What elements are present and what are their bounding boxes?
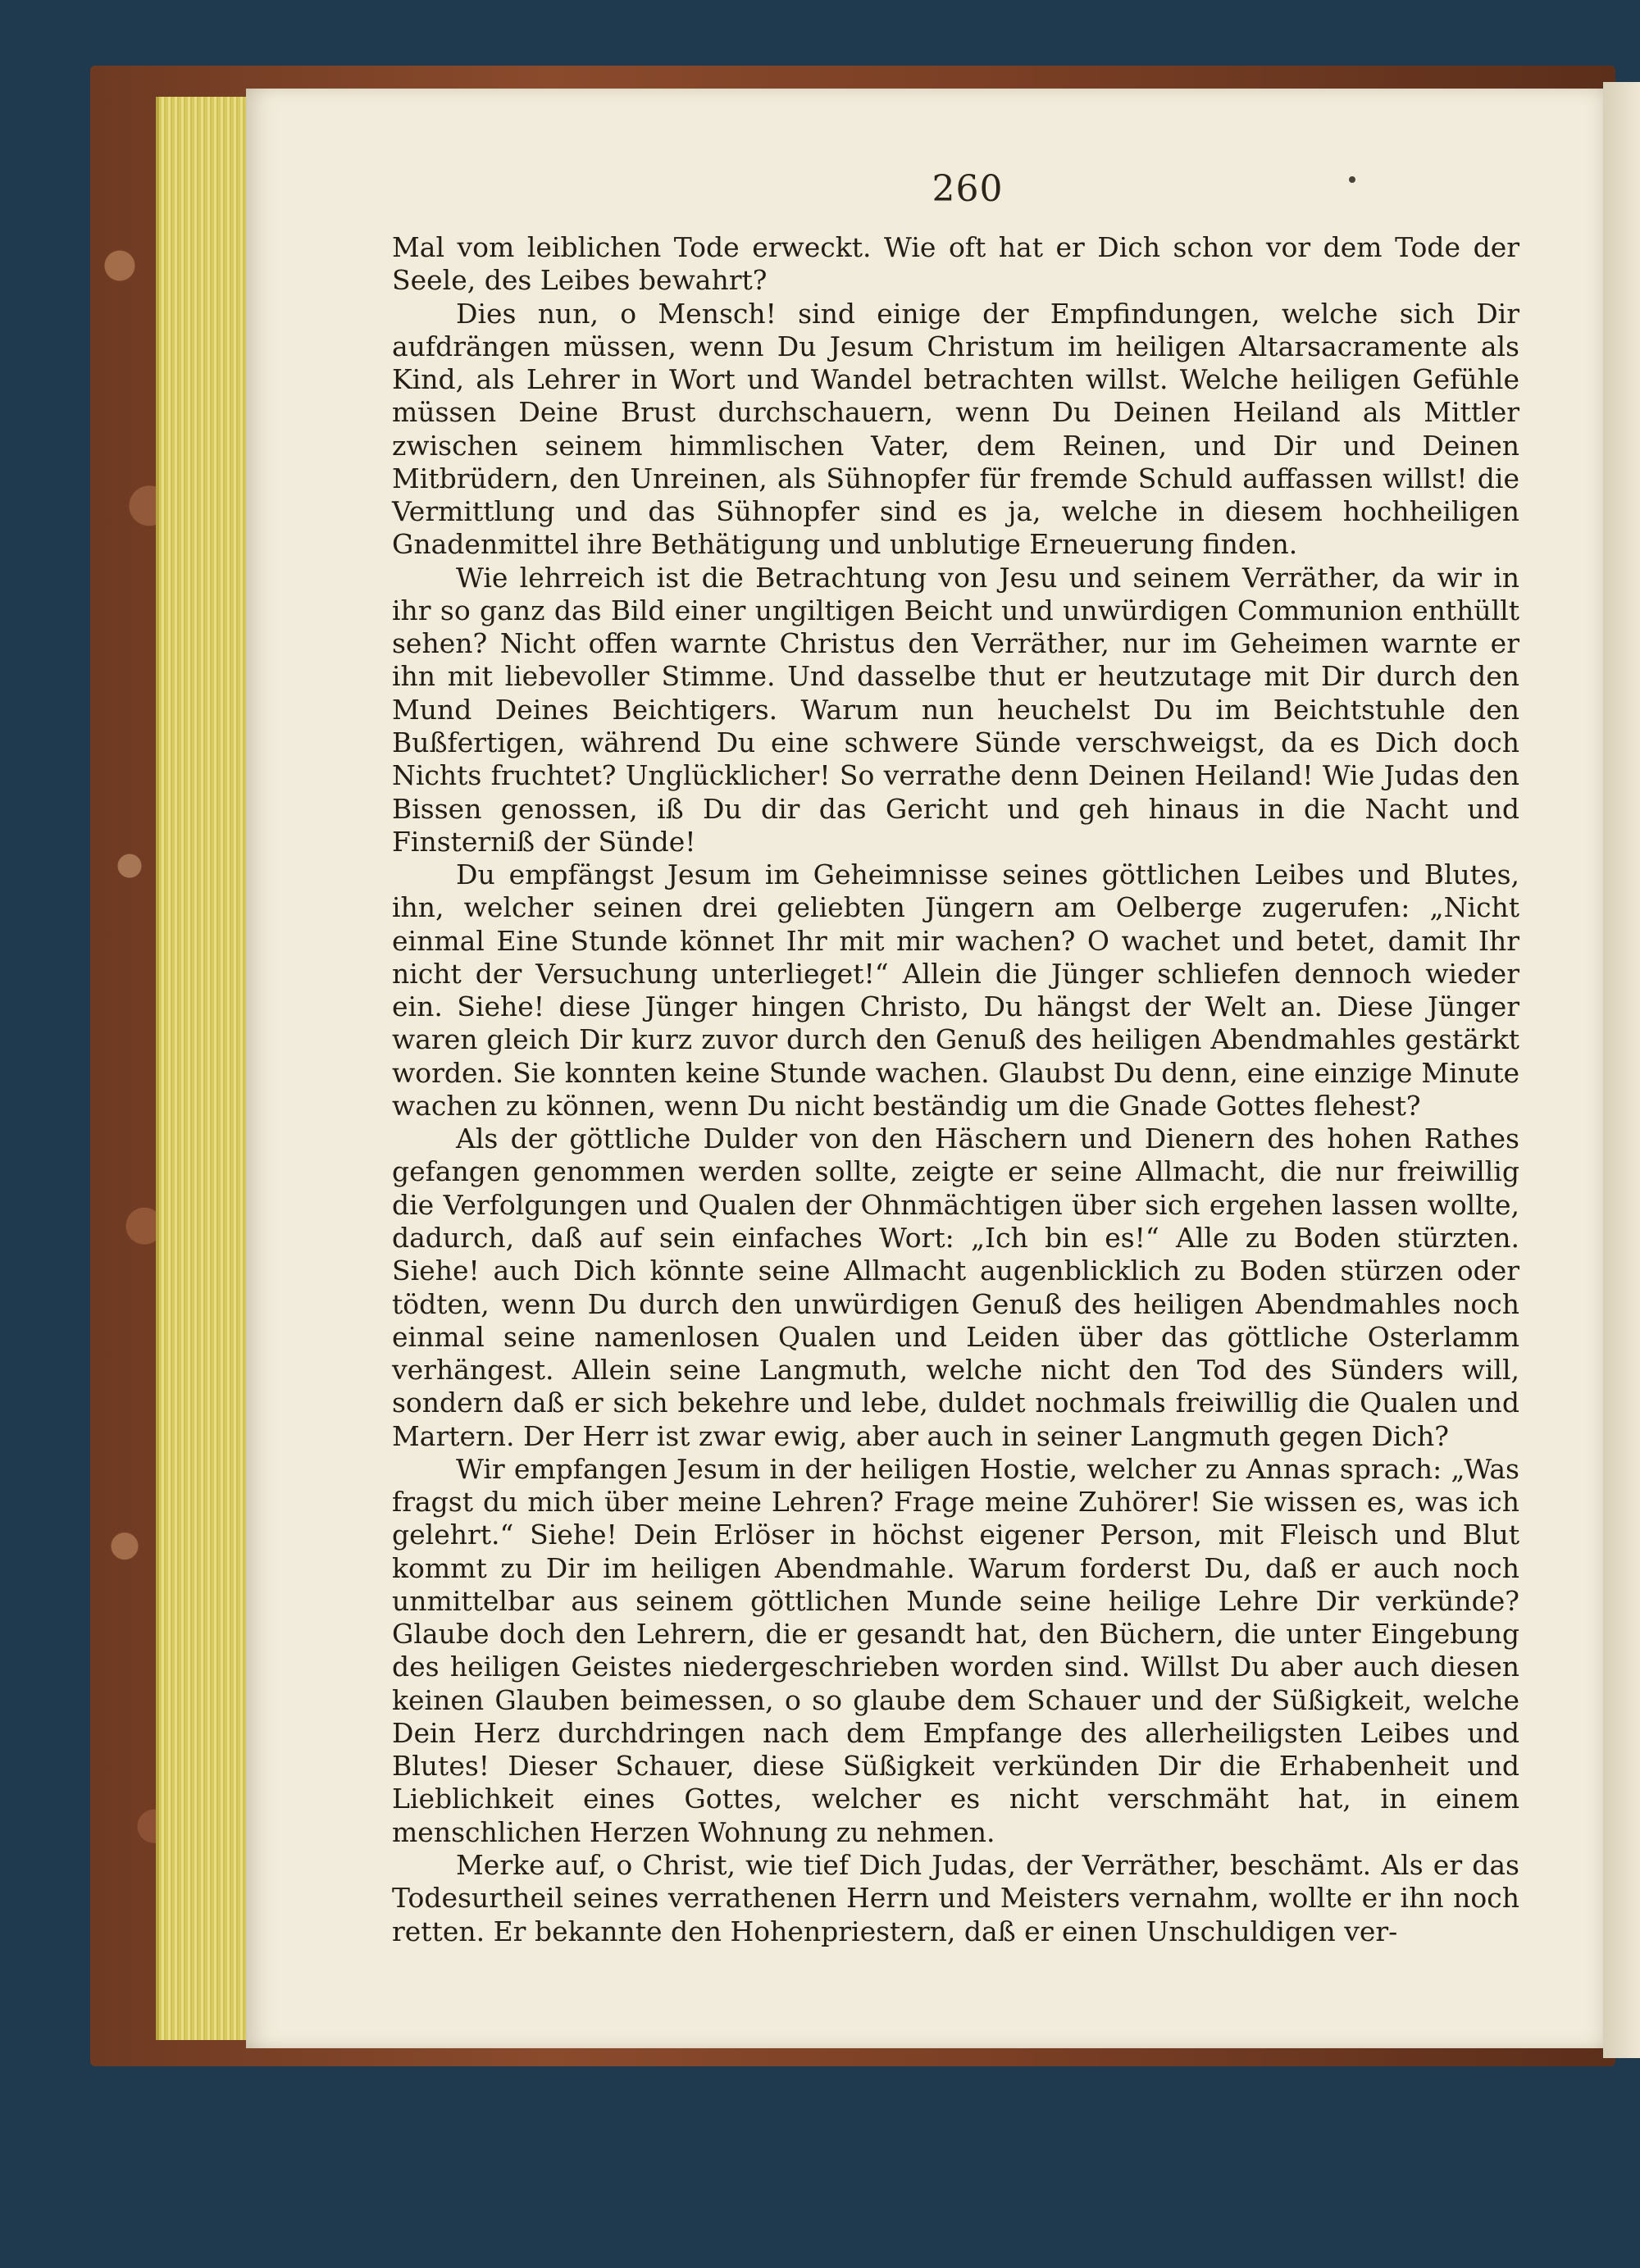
paragraph: Als der göttliche Dulder von den Häschern und Dienern des hohen Rathes gefangen genommen werden sollte, zeigte er seine Allmacht, die nur freiwillig die Verfolgungen und Qualen der Ohnmächtigen über sich ergehen lassen wollte, dadurch, daß auf sein einfaches Wort: „Ich bin es!“ Alle zu Boden stürzten. Siehe! auch Dich könnte seine Allmacht augenblicklich zu Boden stürzen oder tödten, wenn Du durch den unwürdigen Genuß des heiligen Abendmahles noch einmal seine namenlosen Qualen und Leiden über das göttliche Osterlamm verhängest. Allein seine Langmuth, welche nicht den Tod des Sünders will, sondern daß er sich bekehre und lebe, duldet nochmals freiwillig die Qualen und Martern. Der Herr ist zwar ewig, aber auch in seiner Langmuth gegen Dich? <box>392 1123 1519 1452</box>
paragraph: Merke auf, o Christ, wie tief Dich Judas, der Verräther, beschämt. Als er das Todesurtheil seines verrathenen Herrn und Meisters vernahm, wollte er ihn noch retten. Er bekannte den Hohenpriestern, daß er einen Unschuldigen ver- <box>392 1849 1519 1947</box>
paragraph: Du empfängst Jesum im Geheimnisse seines göttlichen Leibes und Blutes, ihn, welcher seinen drei geliebten Jüngern am Oelberge zugerufen: „Nicht einmal Eine Stunde könnet Ihr mit mir wachen? O wachet und betet, damit Ihr nicht der Versuchung unterlieget!“ Allein die Jünger schliefen dennoch wieder ein. Siehe! diese Jünger hingen Christo, Du hängst der Welt an. Diese Jünger waren gleich Dir kurz zuvor durch den Genuß des heiligen Abendmahles gestärkt worden. Sie konnten keine Stunde wachen. Glaubst Du denn, eine einzige Minute wachen zu können, wenn Du nicht beständig um die Gnade Gottes flehest? <box>392 858 1519 1122</box>
page-number: 260 <box>932 168 1004 210</box>
paragraph: Wie lehrreich ist die Betrachtung von Jesu und seinem Verräther, da wir in ihr so ganz das Bild einer ungiltigen Beicht und unwürdigen Communion enthüllt sehen? Nicht offen warnte Christus den Verräther, nur im Geheimen warnte er ihn mit liebevoller Stimme. Und dasselbe thut er heutzutage mit Dir durch den Mund Deines Beichtigers. Warum nun heuchelst Du im Beichtstuhle den Bußfertigen, während Du eine schwere Sünde verschweigst, da es Dich doch Nichts fruchtet? Unglücklicher! So verrathe denn Deinen Heiland! Wie Judas den Bissen genossen, iß Du dir das Gericht und geh hinaus in die Nacht und Finsterniß der Sünde! <box>392 561 1519 858</box>
page-text <box>392 231 1519 1948</box>
paragraph: Dies nun, o Mensch! sind einige der Empfindungen, welche sich Dir aufdrängen müssen, wenn Du Jesum Christum im heiligen Altarsacramente als Kind, als Lehrer in Wort und Wandel betrachten willst. Welche heiligen Gefühle müssen Deine Brust durchschauern, wenn Du Deinen Heiland als Mittler zwischen seinem himmlischen Vater, dem Reinen, und Dir und Deinen Mitbrüdern, den Unreinen, als Sühnopfer für fremde Schuld auffassen willst! die Vermittlung und das Sühnopfer sind es ja, welche in diesem hochheiligen Gnadenmittel ihre Bethätigung und unblutige Erneuerung finden. <box>392 297 1519 561</box>
paragraph: Wir empfangen Jesum in der heiligen Hostie, welcher zu Annas sprach: „Was fragst du mich über meine Lehren? Frage meine Zuhörer! Sie wissen es, was ich gelehrt.“ Siehe! Dein Erlöser in höchst eigener Person, mit Fleisch und Blut kommt zu Dir im heiligen Abendmahle. Warum forderst Du, daß er auch noch unmittelbar aus seinem göttlichen Munde seine heilige Lehre Dir verkünde? Glaube doch den Lehrern, die er gesandt hat, den Büchern, die unter Eingebung des heiligen Geistes niedergeschrieben worden sind. Willst Du aber auch diesen keinen Glauben beimessen, o so glaube dem Schauer und der Süßigkeit, welche Dein Herz durchdringen nach dem Empfange des allerheiligsten Leibes und Blutes! Dieser Schauer, diese Süßigkeit verkünden Dir die Erhabenheit und Lieblichkeit eines Gottes, welcher es nicht verschmäht hat, in einem menschlichen Herzen Wohnung zu nehmen. <box>392 1452 1519 1848</box>
facing-page-edge <box>1603 82 1640 2058</box>
ink-speck <box>1349 176 1355 183</box>
paragraph: Mal vom leiblichen Tode erweckt. Wie oft hat er Dich schon vor dem Tode der Seele, des Leibes bewahrt? <box>392 231 1519 297</box>
page-edges <box>156 97 257 2040</box>
